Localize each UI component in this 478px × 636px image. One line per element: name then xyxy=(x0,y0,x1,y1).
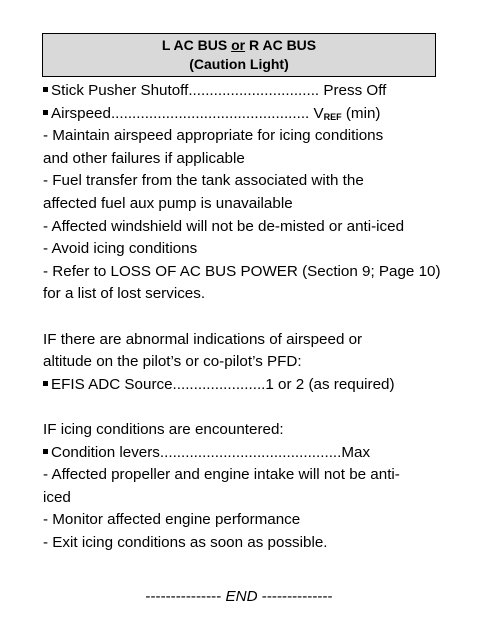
note-line: and other failures if applicable xyxy=(43,149,245,167)
note-line: - Affected propeller and engine intake will not be anti- xyxy=(43,466,400,484)
step-action-subscript: REF xyxy=(323,111,342,122)
bullet-icon xyxy=(43,87,48,92)
leader-dots: ............................... xyxy=(188,82,320,99)
spacer xyxy=(43,306,463,329)
title-left: L AC BUS xyxy=(161,37,232,53)
step-label: Stick Pusher Shutoff xyxy=(51,82,189,99)
step-condition-levers xyxy=(43,442,463,465)
step-action: 1 or 2 (as required) xyxy=(265,375,395,393)
step-action: Press Off xyxy=(319,82,387,99)
condition-line: IF there are abnormal indications of airspeed or xyxy=(43,330,363,348)
step-stick-pusher xyxy=(43,80,463,103)
note-line: - Monitor affected engine performance xyxy=(43,511,301,529)
spacer xyxy=(43,396,463,419)
note-line: - Avoid icing conditions xyxy=(43,240,198,258)
end-dashes-left: --------------- xyxy=(145,588,226,605)
step-action: V xyxy=(309,104,324,122)
leader-dots: ........................................... xyxy=(159,443,342,461)
title-right: R AC BUS xyxy=(245,37,317,53)
end-marker xyxy=(0,586,478,608)
note-line: - Maintain airspeed appropriate for icing conditions xyxy=(43,127,384,145)
bullet-icon xyxy=(43,110,48,115)
step-label: Condition levers xyxy=(51,443,160,461)
end-dashes-right: -------------- xyxy=(257,588,333,605)
step-airspeed xyxy=(43,103,463,126)
note-line: - Fuel transfer from the tank associated with the xyxy=(43,172,364,190)
leader-dots: ...................... xyxy=(172,375,266,393)
condition-line: IF icing conditions are encountered: xyxy=(43,420,284,438)
note-line: affected fuel aux pump is unavailable xyxy=(43,194,293,212)
procedure-header xyxy=(42,33,436,77)
leader-dots: ............................................... xyxy=(110,104,310,122)
step-label: EFIS ADC Source xyxy=(51,375,173,393)
procedure-body xyxy=(43,80,463,554)
title-or: or xyxy=(231,37,246,53)
step-efis-adc xyxy=(43,374,463,397)
note-line: - Exit icing conditions as soon as possible. xyxy=(43,533,328,551)
procedure-title xyxy=(43,36,435,55)
procedure-subtitle: (Caution Light) xyxy=(189,56,289,72)
note-line: for a list of lost services. xyxy=(43,285,206,303)
bullet-icon xyxy=(43,381,48,386)
step-action: Max xyxy=(341,443,371,461)
condition-line: altitude on the pilot’s or co-pilot’s PFD: xyxy=(43,353,302,371)
note-line: - Affected windshield will not be de-misted or anti-iced xyxy=(43,217,405,235)
note-line: - Refer to LOSS OF AC BUS POWER (Section 9; Page 10) xyxy=(43,262,441,280)
step-action-tail: (min) xyxy=(341,104,381,122)
bullet-icon xyxy=(43,449,48,454)
note-line: iced xyxy=(43,488,71,506)
step-label: Airspeed xyxy=(51,104,111,122)
end-label: END xyxy=(225,588,258,605)
